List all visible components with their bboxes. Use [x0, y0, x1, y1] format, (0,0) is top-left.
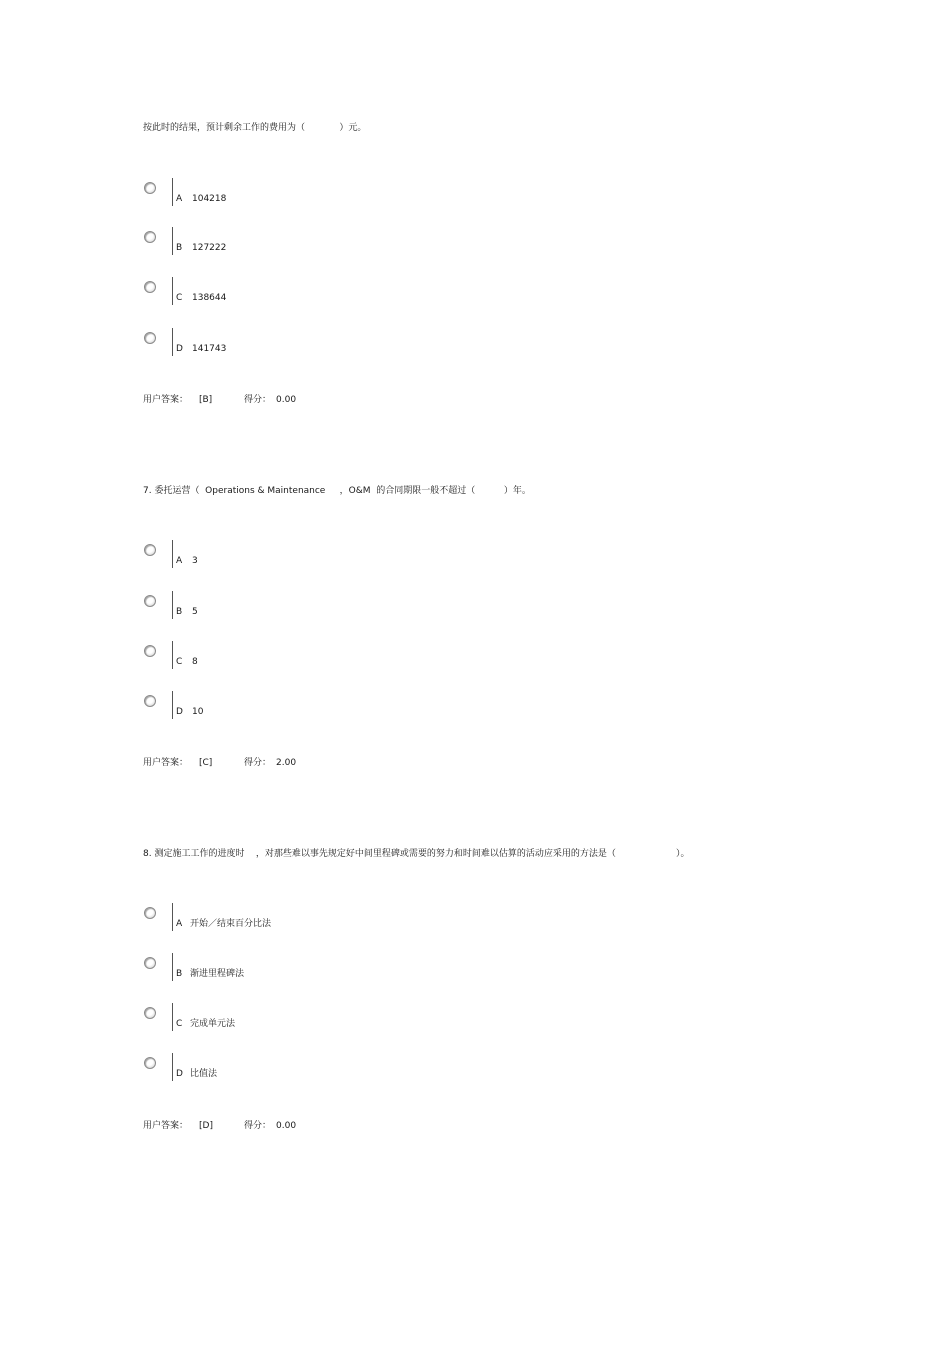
question-7-result [143, 757, 297, 817]
option-divider [172, 178, 173, 206]
option-divider [172, 1053, 173, 1081]
radio-button[interactable] [144, 695, 156, 707]
option-divider [172, 277, 173, 305]
option-letter: D [176, 344, 183, 354]
user-answer-value: [B] [199, 395, 213, 405]
option-letter: B [176, 969, 183, 979]
radio-button[interactable] [144, 595, 156, 607]
option-text: 5 [192, 607, 198, 617]
option-letter: A [176, 556, 183, 566]
user-answer-label: 用户答案： [143, 758, 189, 768]
radio-button[interactable] [144, 1007, 156, 1019]
option-letter: C [176, 1019, 183, 1029]
question-7-option-b[interactable] [144, 595, 444, 629]
question-8-text: 8. 测定施工工作的进度时 ，对那些难以事先规定好中间里程碑或需要的努力和时间难以估算的活动应采用的方法是（ ）。 [143, 849, 690, 859]
score-label: 得分： [244, 1121, 272, 1131]
option-text: 完成单元法 [190, 1019, 236, 1029]
option-text: 141743 [192, 344, 227, 354]
radio-button[interactable] [144, 1057, 156, 1069]
option-letter: A [176, 194, 183, 204]
option-letter: C [176, 657, 183, 667]
question-7-text: 7. 委托运营（ Operations & Maintenance ，O&M 的合同期限一般不超过（ ）年。 [143, 486, 531, 496]
radio-button[interactable] [144, 231, 156, 243]
radio-button[interactable] [144, 544, 156, 556]
option-text: 104218 [192, 194, 227, 204]
question-7-option-a[interactable] [144, 544, 444, 578]
option-letter: D [176, 707, 183, 717]
option-letter: D [176, 1069, 183, 1079]
radio-button[interactable] [144, 645, 156, 657]
question-6-text: 按此时的结果，预计剩余工作的费用为（ ）元。 [143, 123, 367, 133]
option-text: 开始／结束百分比法 [190, 919, 272, 929]
option-divider [172, 591, 173, 619]
question-7-option-d[interactable] [144, 695, 444, 729]
score-label: 得分： [244, 395, 272, 405]
option-letter: B [176, 607, 183, 617]
question-7-option-c[interactable] [144, 645, 444, 679]
question-6-option-d[interactable] [144, 332, 444, 366]
option-text: 比值法 [190, 1069, 218, 1079]
option-divider [172, 540, 173, 568]
option-divider [172, 691, 173, 719]
radio-button[interactable] [144, 281, 156, 293]
question-6-result [143, 394, 297, 454]
option-divider [172, 328, 173, 356]
score-value: 0.00 [276, 1121, 297, 1131]
user-answer-value: [D] [199, 1121, 213, 1131]
option-text: 127222 [192, 243, 227, 253]
option-text: 138644 [192, 293, 227, 303]
question-8-option-d[interactable] [144, 1057, 444, 1091]
question-8-result [143, 1120, 297, 1180]
option-text: 10 [192, 707, 204, 717]
user-answer-value: [C] [199, 758, 213, 768]
question-6-option-b[interactable] [144, 231, 444, 265]
radio-button[interactable] [144, 957, 156, 969]
question-8-option-c[interactable] [144, 1007, 444, 1041]
option-text: 8 [192, 657, 198, 667]
score-value: 2.00 [276, 758, 297, 768]
option-text: 3 [192, 556, 198, 566]
question-6-option-a[interactable] [144, 182, 444, 216]
radio-button[interactable] [144, 332, 156, 344]
option-letter: B [176, 243, 183, 253]
question-8-option-b[interactable] [144, 957, 444, 991]
radio-button[interactable] [144, 182, 156, 194]
question-6-option-c[interactable] [144, 281, 444, 315]
score-label: 得分： [244, 758, 272, 768]
option-divider [172, 953, 173, 981]
question-8-option-a[interactable] [144, 907, 444, 941]
option-divider [172, 1003, 173, 1031]
option-letter: A [176, 919, 183, 929]
score-value: 0.00 [276, 395, 297, 405]
option-divider [172, 641, 173, 669]
user-answer-label: 用户答案： [143, 395, 189, 405]
option-divider [172, 227, 173, 255]
option-divider [172, 903, 173, 931]
user-answer-label: 用户答案： [143, 1121, 189, 1131]
option-letter: C [176, 293, 183, 303]
radio-button[interactable] [144, 907, 156, 919]
option-text: 渐进里程碑法 [190, 969, 245, 979]
